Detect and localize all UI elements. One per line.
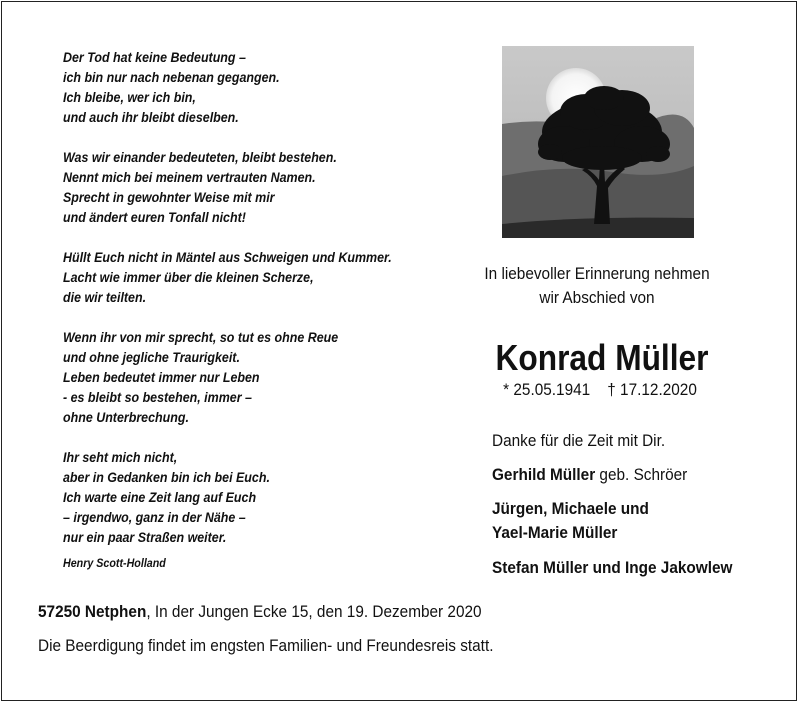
poem-stanza [63, 448, 435, 548]
poem [63, 48, 435, 568]
poem-line: Ich bleibe, wer ich bin, [63, 90, 196, 105]
poem-line: – irgendwo, ganz in der Nähe – [63, 510, 246, 525]
poem-line: und ändert euren Tonfall nicht! [63, 210, 246, 225]
address-place: 57250 Netphen [38, 603, 147, 621]
funeral-note: Die Beerdigung findet im engsten Familien- und Freundesreis statt. [38, 637, 494, 655]
thanks-line: Danke für die Zeit mit Dir. [492, 432, 666, 450]
poem-stanza [63, 148, 435, 228]
mourner-name: Gerhild Müller [492, 466, 596, 484]
address-detail: , In der Jungen Ecke 15, den 19. Dezember 2020 [146, 603, 482, 621]
poem-line: die wir teilten. [63, 290, 147, 305]
address-line [38, 603, 482, 622]
poem-line: Hüllt Euch nicht in Mäntel aus Schweigen und Kummer. [63, 250, 392, 265]
poem-line: Der Tod hat keine Bedeutung – [63, 50, 246, 65]
poem-line: ohne Unterbrechung. [63, 410, 189, 425]
poem-line: und auch ihr bleibt dieselben. [63, 110, 239, 125]
intro-line: In liebevoller Erinnerung nehmen [484, 265, 710, 283]
poem-line: aber in Gedanken bin ich bei Euch. [63, 470, 270, 485]
poem-line: Ich warte eine Zeit lang auf Euch [63, 490, 257, 505]
poem-stanza [63, 48, 435, 128]
death-date: † 17.12.2020 [607, 381, 697, 399]
poem-stanza [63, 248, 435, 308]
poem-line: ich bin nur nach nebenan gegangen. [63, 70, 280, 85]
poem-line: nur ein paar Straßen weiter. [63, 530, 227, 545]
poem-line: Lacht wie immer über die kleinen Scherze, [63, 270, 314, 285]
life-dates [479, 381, 721, 400]
poem-line: und ohne jegliche Traurigkeit. [63, 350, 240, 365]
poem-line: Ihr seht mich nicht, [63, 450, 178, 465]
poem-line: Sprecht in gewohnter Weise mit mir [63, 190, 275, 205]
intro-text [471, 262, 722, 310]
poem-line: - es bleibt so bestehen, immer – [63, 390, 252, 405]
intro-line: wir Abschied von [539, 289, 655, 307]
mourner-line: Jürgen, Michaele und [492, 500, 649, 518]
mourner-entry [492, 463, 687, 487]
poem-line: Wenn ihr von mir sprecht, so tut es ohne Reue [63, 330, 339, 345]
poem-author: Henry Scott-Holland [63, 558, 166, 570]
mourner-entry [492, 497, 649, 545]
poem-line: Leben bedeutet immer nur Leben [63, 370, 260, 385]
poem-line: Was wir einander bedeuteten, bleibt bestehen. [63, 150, 337, 165]
birth-date: * 25.05.1941 [503, 381, 591, 399]
mourner-line: Yael-Marie Müller [492, 524, 618, 542]
mourner-maiden-name: geb. Schröer [595, 466, 688, 484]
mourner-entry: Stefan Müller und Inge Jakowlew [492, 559, 733, 577]
poem-line: Nennt mich bei meinem vertrauten Namen. [63, 170, 316, 185]
tree-sunset-photo [502, 46, 694, 238]
deceased-name: Konrad Müller [495, 337, 709, 378]
poem-stanza [63, 328, 435, 428]
